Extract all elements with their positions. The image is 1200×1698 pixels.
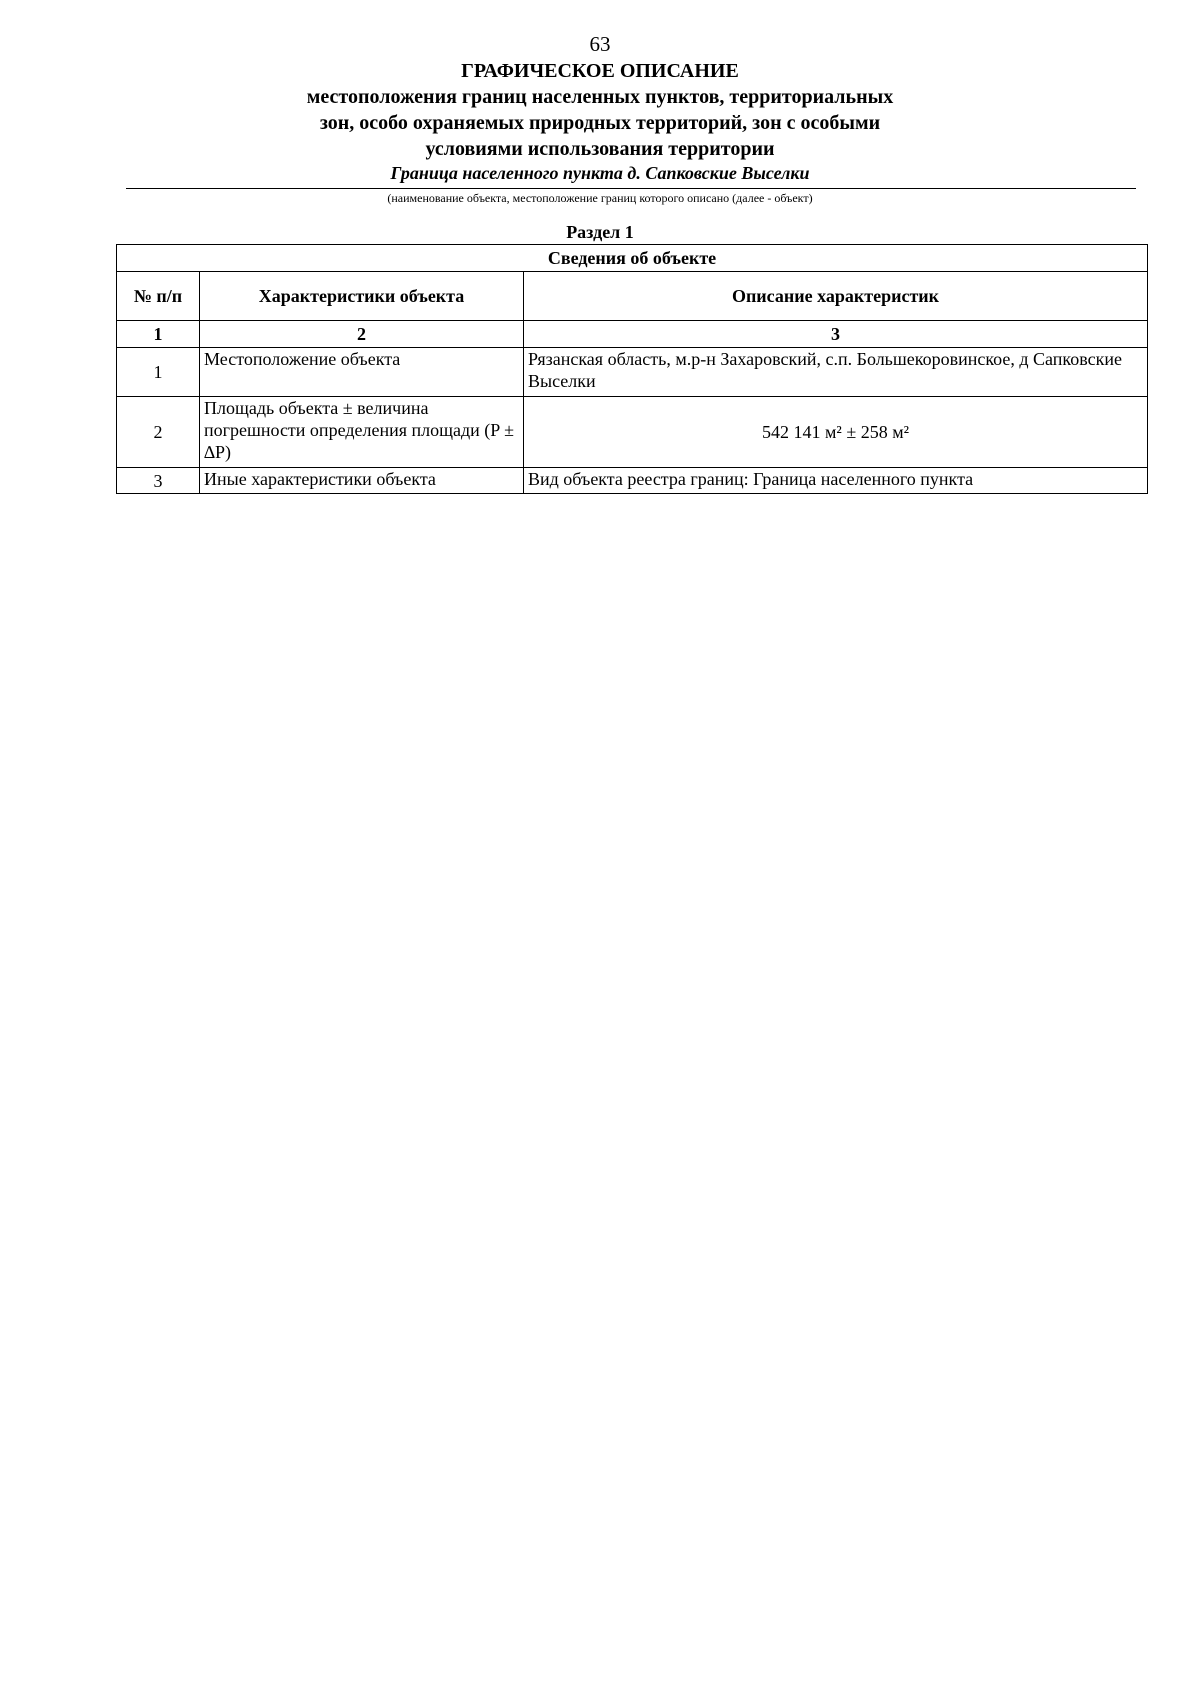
column-number: 3 bbox=[524, 321, 1148, 348]
title-line-2: местоположения границ населенных пунктов, территориальных bbox=[306, 86, 894, 108]
title-line-1: ГРАФИЧЕСКОЕ ОПИСАНИЕ bbox=[461, 60, 739, 82]
table-row bbox=[117, 468, 1148, 494]
header-characteristic: Характеристики объекта bbox=[200, 272, 524, 321]
row-number: 1 bbox=[117, 348, 200, 397]
object-name: Граница населенного пункта д. Сапковские Выселки bbox=[390, 163, 810, 183]
column-number: 1 bbox=[117, 321, 200, 348]
row-description: Рязанская область, м.р-н Захаровский, с.п. Большекоровинское, д Сапковские Выселки bbox=[524, 348, 1148, 397]
object-name-underline bbox=[126, 188, 1136, 189]
row-description: 542 141 м² ± 258 м² bbox=[524, 397, 1148, 468]
row-number: 3 bbox=[117, 468, 200, 494]
section-title: Раздел 1 bbox=[566, 222, 634, 242]
title-line-3: зон, особо охраняемых природных территорий, зон с особыми bbox=[319, 112, 881, 134]
header-no: № п/п bbox=[117, 272, 200, 321]
row-characteristic: Площадь объекта ± величина погрешности определения площади (P ± ∆P) bbox=[200, 397, 524, 468]
object-info-table bbox=[116, 244, 1148, 494]
row-characteristic: Местоположение объекта bbox=[200, 348, 524, 397]
document-title bbox=[0, 58, 1200, 162]
row-description: Вид объекта реестра границ: Граница населенного пункта bbox=[524, 468, 1148, 494]
table-row bbox=[117, 397, 1148, 468]
title-line-4: условиями использования территории bbox=[425, 138, 775, 160]
column-number: 2 bbox=[200, 321, 524, 348]
header-description: Описание характеристик bbox=[524, 272, 1148, 321]
column-number-row bbox=[117, 321, 1148, 348]
table-caption: Сведения об объекте bbox=[117, 245, 1148, 272]
row-number: 2 bbox=[117, 397, 200, 468]
table-header-row bbox=[117, 272, 1148, 321]
page-number: 63 bbox=[589, 32, 611, 56]
object-caption: (наименование объекта, местоположение границ которого описано (далее - объект) bbox=[387, 191, 813, 205]
table-row bbox=[117, 348, 1148, 397]
table-caption-row bbox=[117, 245, 1148, 272]
row-characteristic: Иные характеристики объекта bbox=[200, 468, 524, 494]
